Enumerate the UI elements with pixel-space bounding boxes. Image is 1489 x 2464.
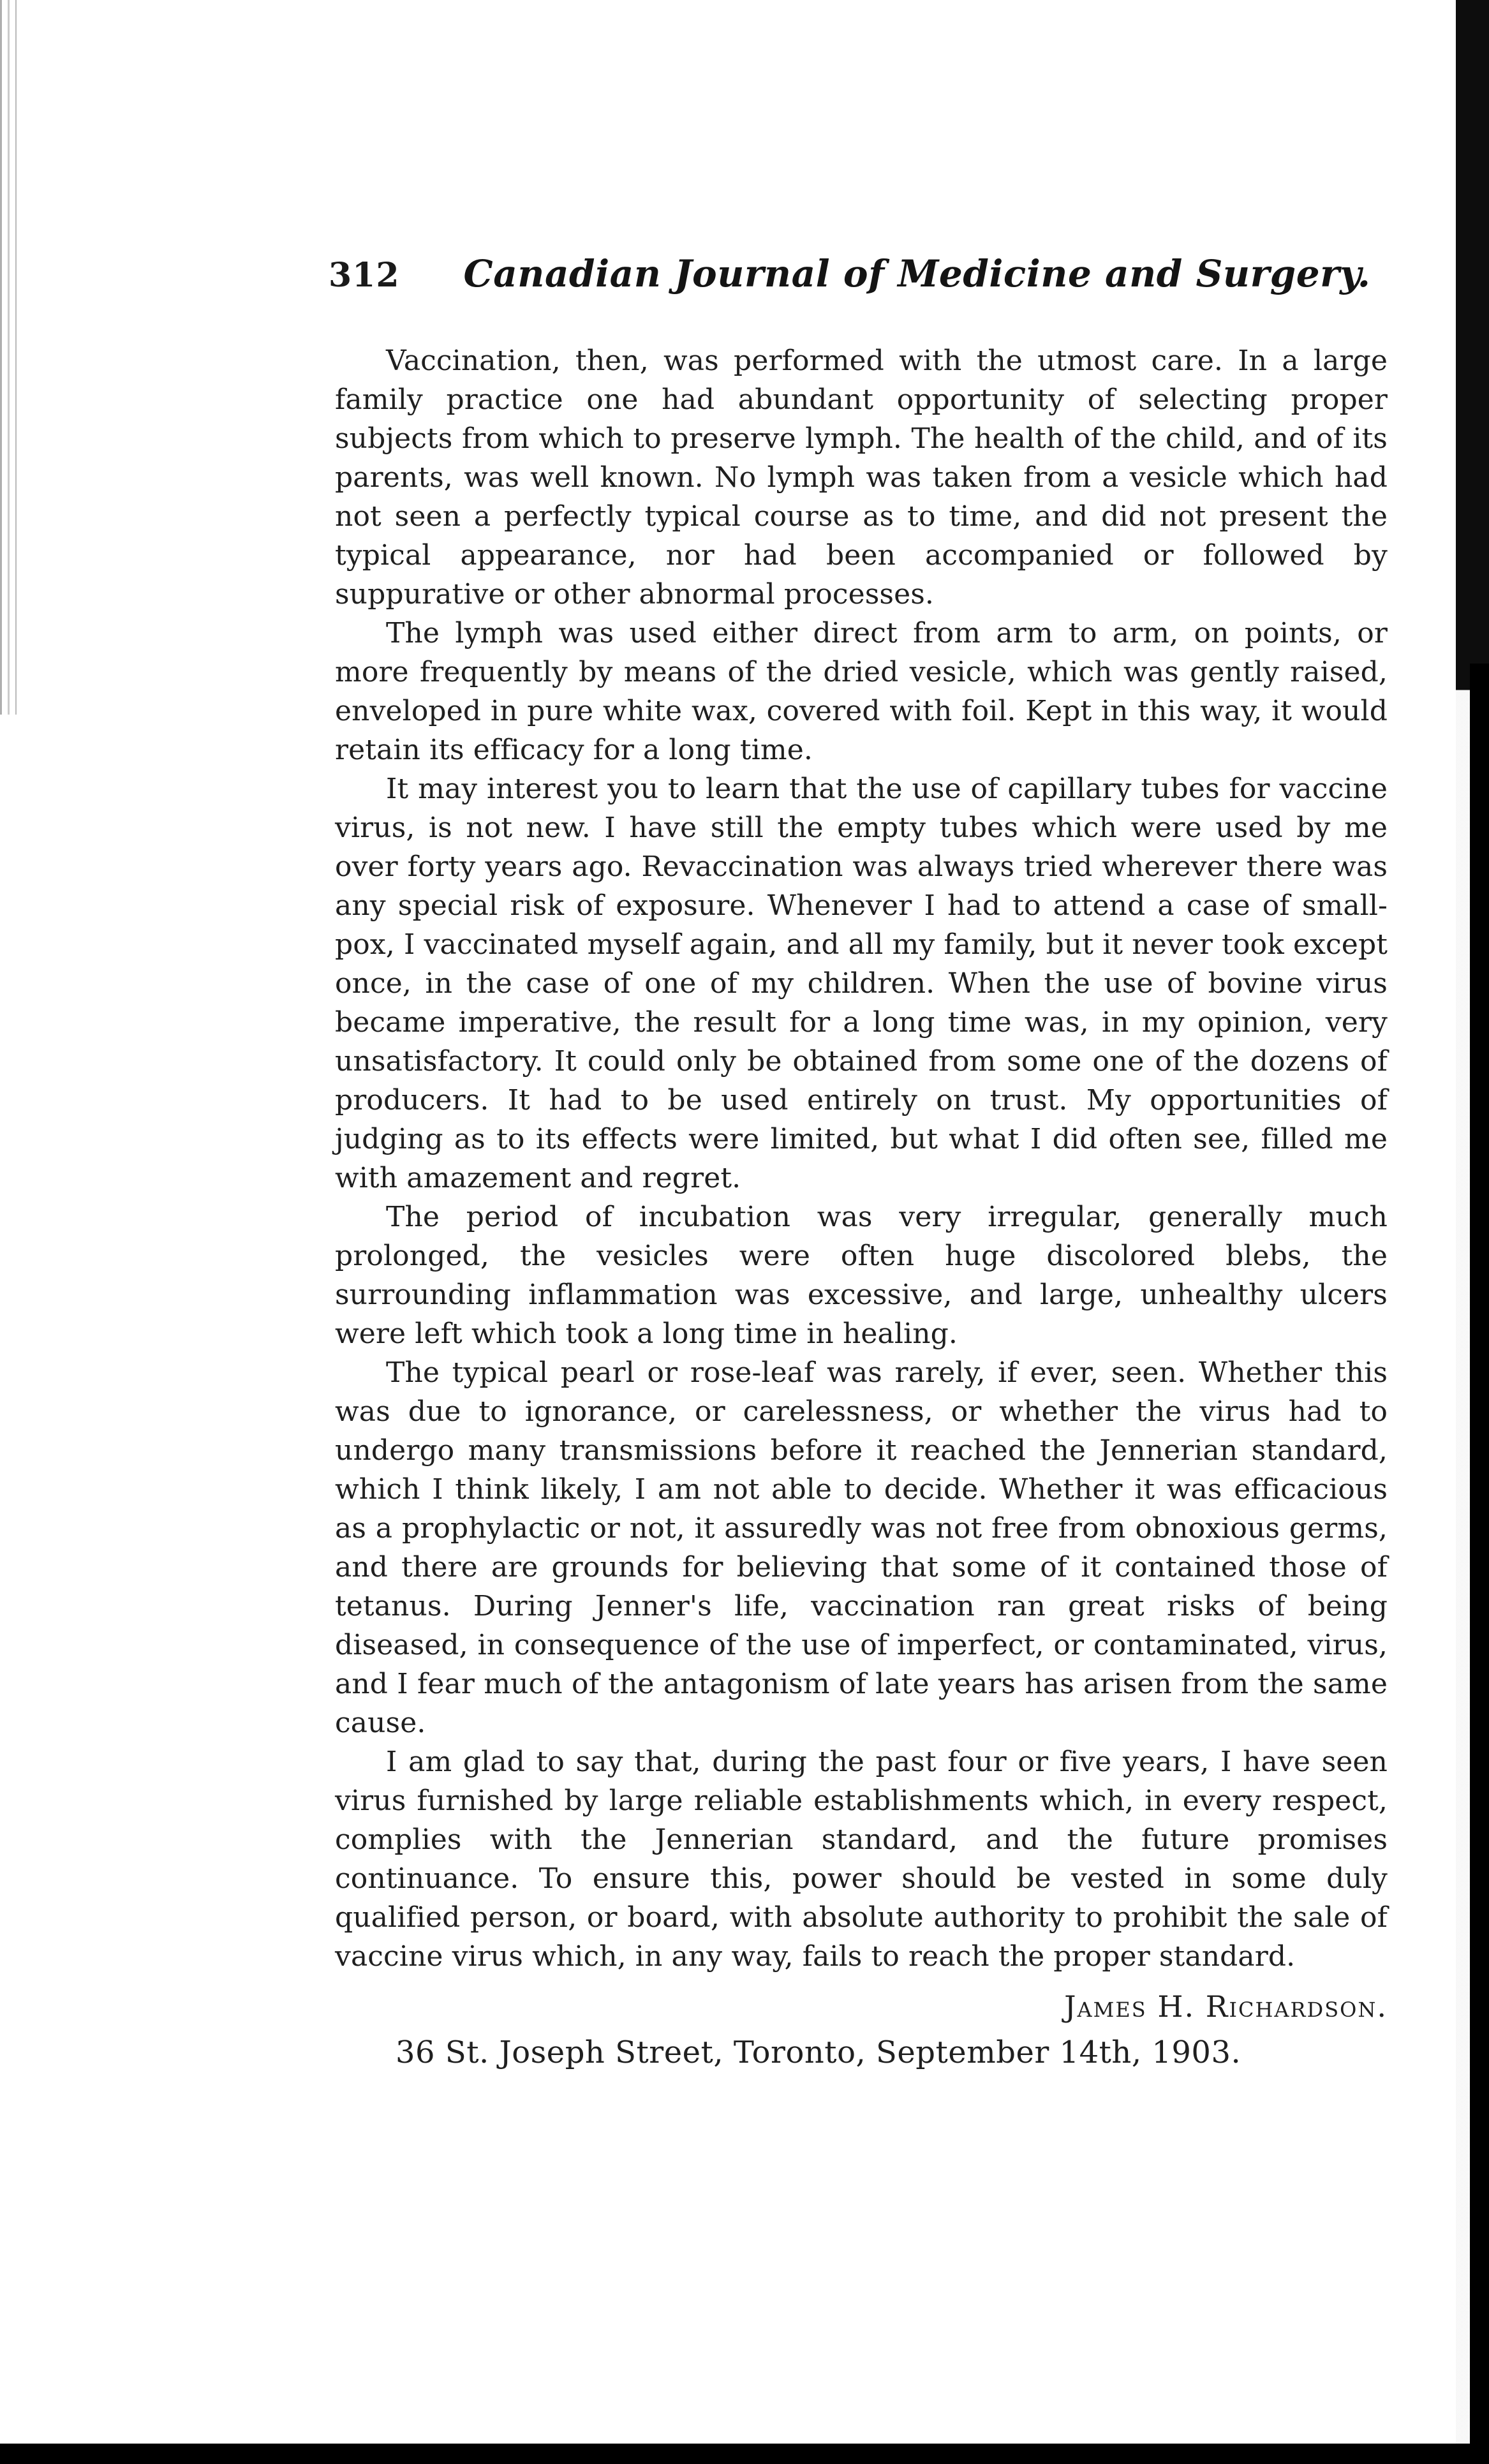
article-body [335,341,1388,2072]
scan-bottom-artifact [0,2444,1489,2464]
author-address-date: 36 St. Joseph Street, Toronto, September 14th, 1903. [396,2035,1241,2070]
paragraph-lymph: The lymph was used either direct from arm to arm, on points, or more frequently by means of the dried vesicle, which was gently raised, enveloped in pure white wax, covered with foil. Kept in this way, it would retain its efficacy for a long time. [335,617,1388,766]
paragraph-incubation: The period of incubation was very irregular, generally much prolonged, the vesicles were often huge discolored blebs, the surrounding inflammation was excessive, and large, unhealthy ulcers were left which took a long time in healing. [335,1201,1388,1350]
author-signature: James H. Richardson. [1064,1989,1388,2024]
scan-edge-artifact-left [0,0,24,715]
journal-title: Canadian Journal of Medicine and Surgery. [463,252,1371,295]
paragraph-continuance: I am glad to say that, during the past four or five years, I have seen virus furnished by large reliable establishments which, in every respect, complies with the Jennerian standard, and the future promises continuance. To ensure this, power should be vested in some duly qualified person, or board, with absolute authority to prohibit the sale of vaccine virus which, in any way, fails to reach the proper standard. [335,1746,1388,1973]
page-number: 312 [329,256,400,295]
paragraph-typical-pearl: The typical pearl or rose-leaf was rarely, if ever, seen. Whether this was due to ignorance, or carelessness, or whether the virus had to undergo many transmissions before it reached the Jennerian standard, which I think likely, I am not able to decide. Whether it was efficacious as a prophylactic or not, it assuredly was not free from obnoxious germs, and there are grounds for believing that some of it contained those of tetanus. During Jenner's life, vaccination ran great risks of being diseased, in consequence of the use of imperfect, or contaminated, virus, and I fear much of the antagonism of late years has arisen from the same cause. [335,1356,1388,1739]
running-header [329,252,1388,295]
paragraph-capillary-tubes: It may interest you to learn that the use of capillary tubes for vaccine virus, is not new. I have still the empty tubes which were used by me over forty years ago. Revaccination was always tried wherever there was any special risk of exposure. Whenever I had to attend a case of small-pox, I vaccinated myself again, and all my family, but it never took except once, in the case of one of my children. When the use of bovine virus became imperative, the result for a long time was, in my opinion, very unsatisfactory. It could only be obtained from some one of the dozens of producers. It had to be used entirely on trust. My opportunities of judging as to its effects were limited, but what I did often see, filled me with amazement and regret. [335,773,1388,1194]
paragraph-vaccination: Vaccination, then, was performed with the utmost care. In a large family practice one had abundant opportunity of selecting proper subjects from which to preserve lymph. The health of the child, and of its parents, was well known. No lymph was taken from a vesicle which had not seen a perfectly typical course as to time, and did not present the typical appearance, nor had been accompanied or followed by suppurative or other abnormal processes. [335,345,1388,611]
scan-edge-artifact-right-dark [1470,664,1489,2464]
